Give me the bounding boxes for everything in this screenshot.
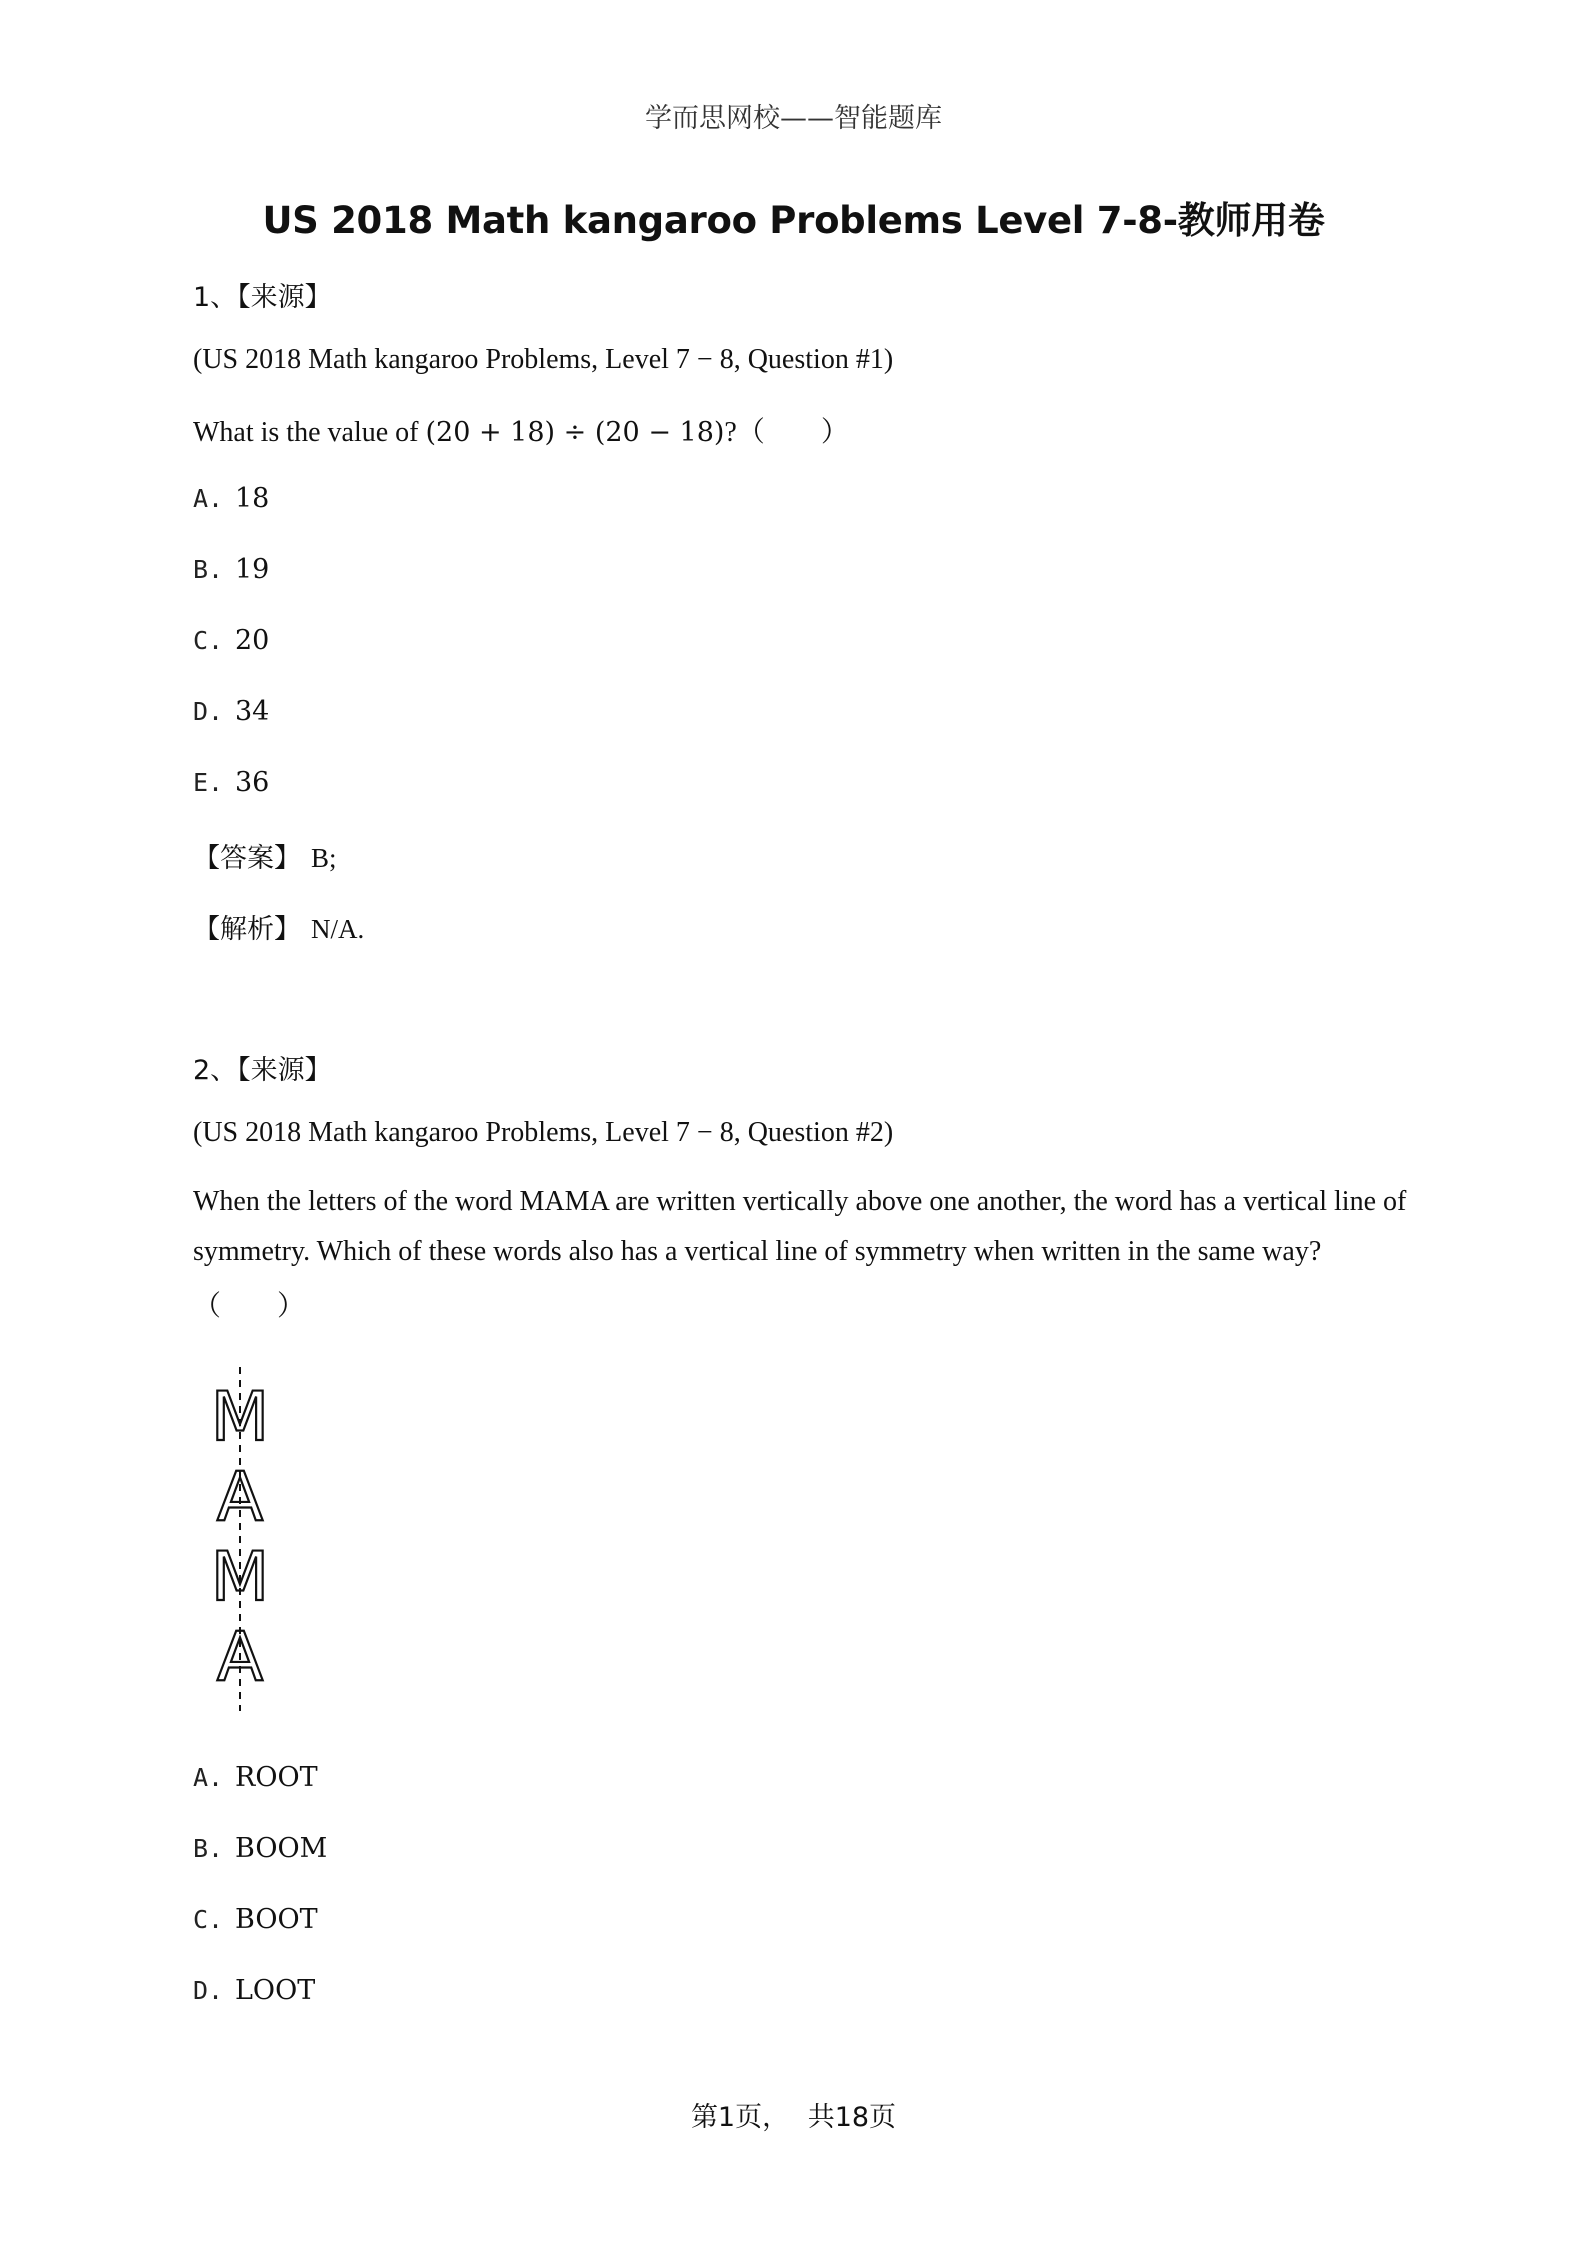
question-1-option-c (193, 625, 269, 656)
option-letter: D. (193, 1976, 224, 2005)
question-2-option-b (193, 1833, 327, 1864)
question-2-stem-end: （ ） (193, 1291, 306, 1322)
option-value: 34 (235, 696, 270, 727)
answer-label: 【答案】 (193, 843, 301, 874)
option-letter: C. (193, 1905, 224, 1934)
question-1-option-e (193, 767, 269, 798)
mama-symmetry-figure (205, 1365, 275, 1715)
option-letter: D. (193, 697, 224, 726)
question-1-stem-math: (20 + 18) ÷ (20 − 18) (425, 417, 725, 448)
question-1-stem-text: What is the value of (193, 417, 426, 448)
question-1-stem-end: ?（ ） (724, 417, 849, 448)
option-value: 20 (235, 625, 270, 656)
option-value: 36 (235, 767, 270, 798)
document-title: US 2018 Math kangaroo Problems Level 7-8-教师用卷 (262, 199, 1325, 242)
option-value: LOOT (235, 1975, 316, 2006)
answer-value: B; (311, 843, 337, 873)
option-letter: A. (193, 1763, 224, 1792)
figure-letter-a-1: A (216, 1458, 264, 1537)
page-header: 学而思网校——智能题库 (645, 103, 942, 134)
question-1-source: (US 2018 Math kangaroo Problems, Level 7 − 8, Question #1) (193, 344, 894, 375)
question-1-analysis (193, 907, 364, 946)
figure-letter-m-2: M (210, 1538, 270, 1617)
question-2-head: 2、【来源】 (193, 1055, 332, 1086)
option-value: ROOT (235, 1762, 318, 1793)
question-1-answer (193, 836, 337, 875)
question-1-option-a (193, 483, 269, 514)
figure-letter-m-1: M (210, 1378, 270, 1457)
analysis-value: N/A. (311, 914, 365, 944)
question-1-option-d (193, 696, 269, 727)
question-2-stem: When the letters of the word MAMA are written vertically above one another, the word has a vertical line of symmetry. Which of these words also has a vertical line of symmetry when written in the same way? (193, 1186, 1407, 1267)
question-2-option-d (193, 1975, 315, 2006)
option-value: BOOM (235, 1833, 328, 1864)
option-letter: A. (193, 484, 224, 513)
question-2-option-c (193, 1904, 318, 1935)
figure-letter-a-2: A (216, 1618, 264, 1697)
page-footer: 第1页， 共18页 (690, 2102, 897, 2133)
option-value: 18 (235, 483, 270, 514)
question-2-source: (US 2018 Math kangaroo Problems, Level 7 − 8, Question #2) (193, 1117, 894, 1148)
option-letter: E. (193, 768, 224, 797)
option-letter: B. (193, 1834, 224, 1863)
analysis-label: 【解析】 (193, 914, 301, 945)
question-1-option-b (193, 554, 269, 585)
question-1-stem (193, 410, 849, 450)
option-letter: B. (193, 555, 224, 584)
option-value: BOOT (235, 1904, 318, 1935)
question-1-head: 1、【来源】 (193, 282, 332, 313)
option-value: 19 (235, 554, 270, 585)
option-letter: C. (193, 626, 224, 655)
question-2-option-a (193, 1762, 318, 1793)
